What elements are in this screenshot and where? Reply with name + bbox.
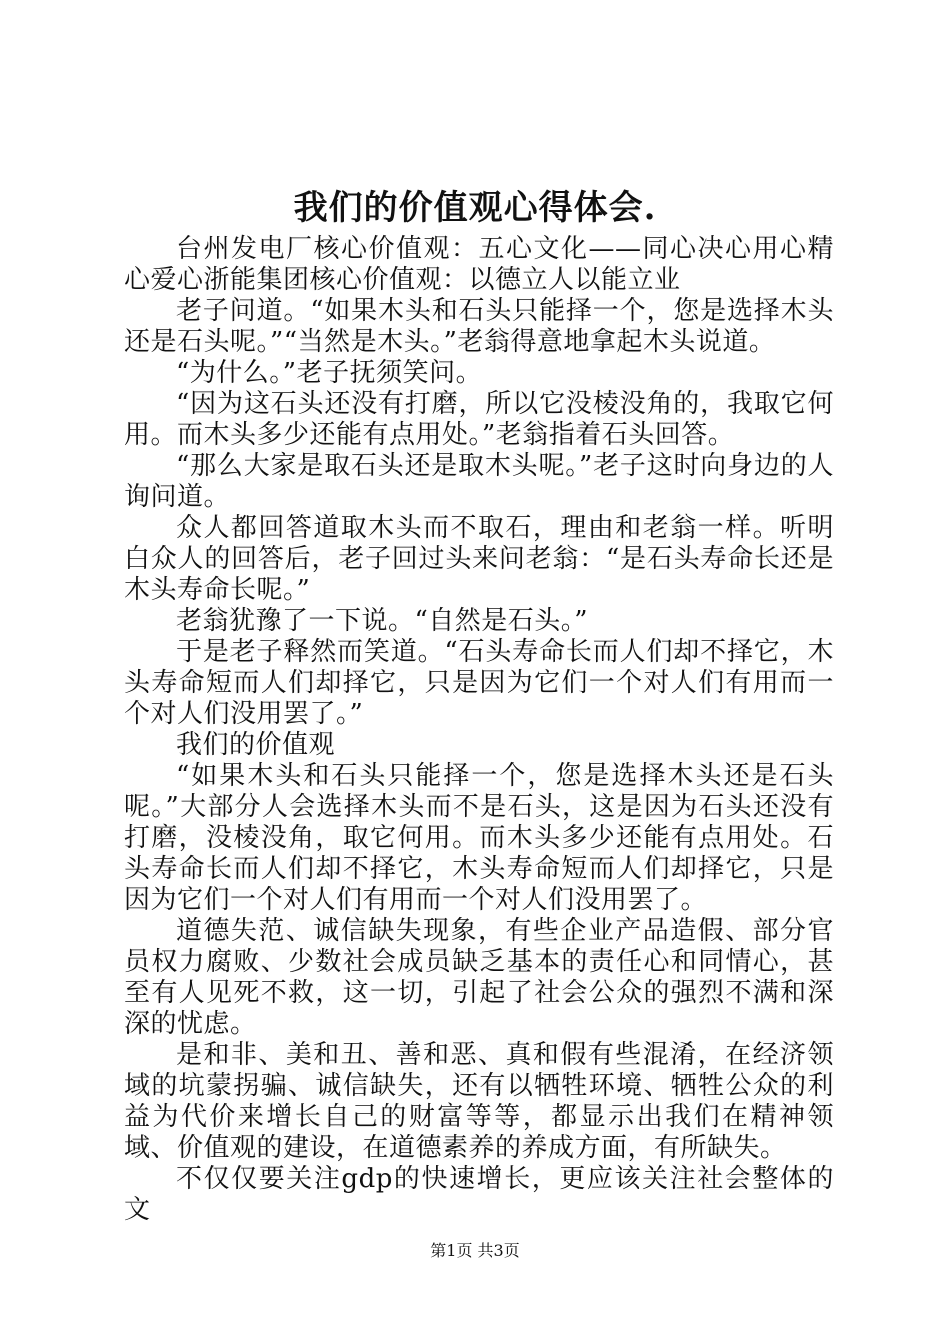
paragraph: “为什么。”老子抚须笑问。 — [176, 358, 483, 388]
paragraph: 老子问道。“如果木头和石头只能择一个，您是选择木头还是石头呢。”“当然是木头。”老翁得意地拿起木头说道。 — [124, 296, 834, 357]
paragraph: “那么大家是取石头还是取木头呢。”老子这时向身边的人询问道。 — [124, 451, 834, 512]
paragraph: “因为这石头还没有打磨，所以它没棱没角的，我取它何用。而木头多少还能有点用处。”老翁指着石头回答。 — [124, 389, 834, 450]
paragraph: 老翁犹豫了一下说。“自然是石头。” — [176, 606, 589, 636]
paragraph: “如果木头和石头只能择一个，您是选择木头还是石头呢。”大部分人会选择木头而不是石头，这是因为石头还没有打磨，没棱没角，取它何用。而木头多少还能有点用处。石头寿命长而人们却不择它，木头寿命短而人们却择它，只是因为它们一个对人们有用而一个对人们没用罢了。 — [124, 761, 834, 915]
paragraph: 台州发电厂核心价值观：五心文化——同心决心用心精心爱心浙能集团核心价值观：以德立人以能立业 — [124, 234, 834, 295]
paragraph: 于是老子释然而笑道。“石头寿命长而人们却不择它，木头寿命短而人们却择它，只是因为它们一个对人们有用而一个对人们没用罢了。” — [124, 637, 834, 729]
paragraph: 是和非、美和丑、善和恶、真和假有些混淆，在经济领域的坑蒙拐骗、诚信缺失，还有以牺牲环境、牺牲公众的利益为代价来增长自己的财富等等，都显示出我们在精神领域、价值观的建设，在道德素养的养成方面，有所缺失。 — [124, 1040, 834, 1163]
document-body — [124, 234, 834, 1226]
paragraph: 众人都回答道取木头而不取石，理由和老翁一样。听明白众人的回答后，老子回过头来问老翁：“是石头寿命长还是木头寿命长呢。” — [124, 513, 834, 605]
paragraph: 不仅仅要关注gdp的快速增长，更应该关注社会整体的文 — [124, 1164, 834, 1225]
page-number: 第1页 共3页 — [430, 1241, 520, 1260]
section-heading: 我们的价值观 — [176, 730, 336, 760]
document-title: 我们的价值观心得体会. — [293, 188, 657, 228]
paragraph: 道德失范、诚信缺失现象，有些企业产品造假、部分官员权力腐败、少数社会成员缺乏基本的责任心和同情心，甚至有人见死不救，这一切，引起了社会公众的强烈不满和深深的忧虑。 — [124, 916, 834, 1039]
